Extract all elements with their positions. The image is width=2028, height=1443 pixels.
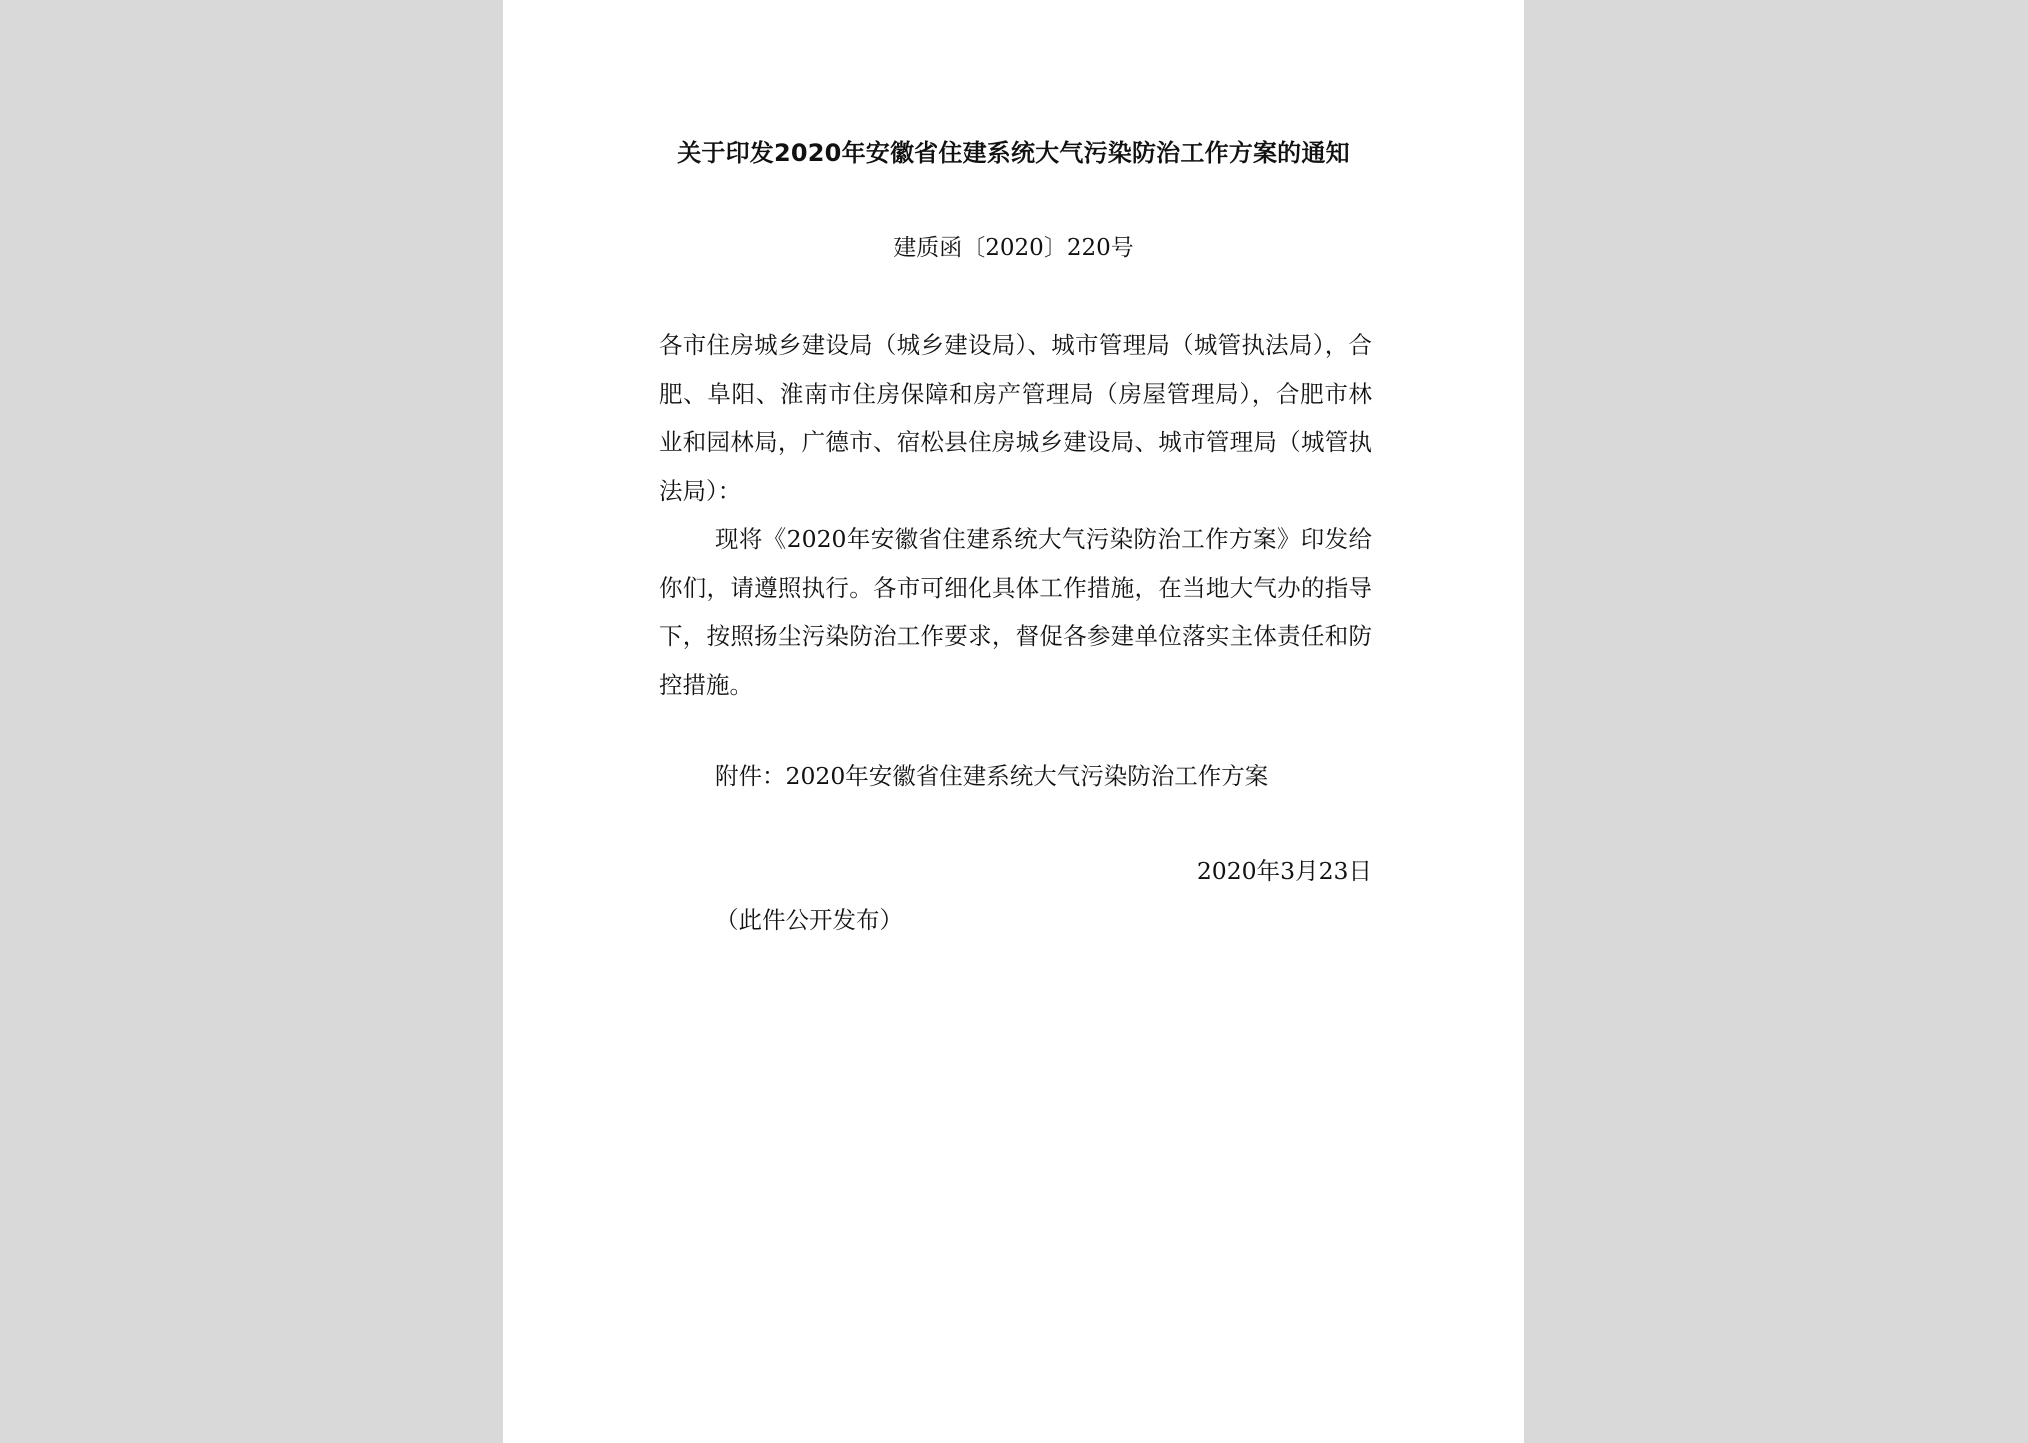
document-title: 关于印发2020年安徽省住建系统大气污染防治工作方案的通知 [677,139,1350,167]
notice-paragraph: 现将《2020年安徽省住建系统大气污染防治工作方案》印发给你们，请遵照执行。各市可细化具体工作措施，在当地大气办的指导下，按照扬尘污染防治工作要求，督促各参建单位落实主体责任和防控措施。 [659,525,1372,699]
addressee-paragraph: 各市住房城乡建设局（城乡建设局）、城市管理局（城管执法局），合肥、阜阳、淮南市住房保障和房产管理局（房屋管理局），合肥市林业和园林局，广德市、宿松县住房城乡建设局、城市管理局（城管执法局）： [659,331,1372,505]
attachment-line: 附件：2020年安徽省住建系统大气污染防治工作方案 [715,762,1269,790]
public-release-note: （此件公开发布） [715,906,903,934]
document-page [503,0,1524,1443]
issue-date: 2020年3月23日 [1196,857,1372,885]
document-number: 建质函〔2020〕220号 [893,235,1134,261]
